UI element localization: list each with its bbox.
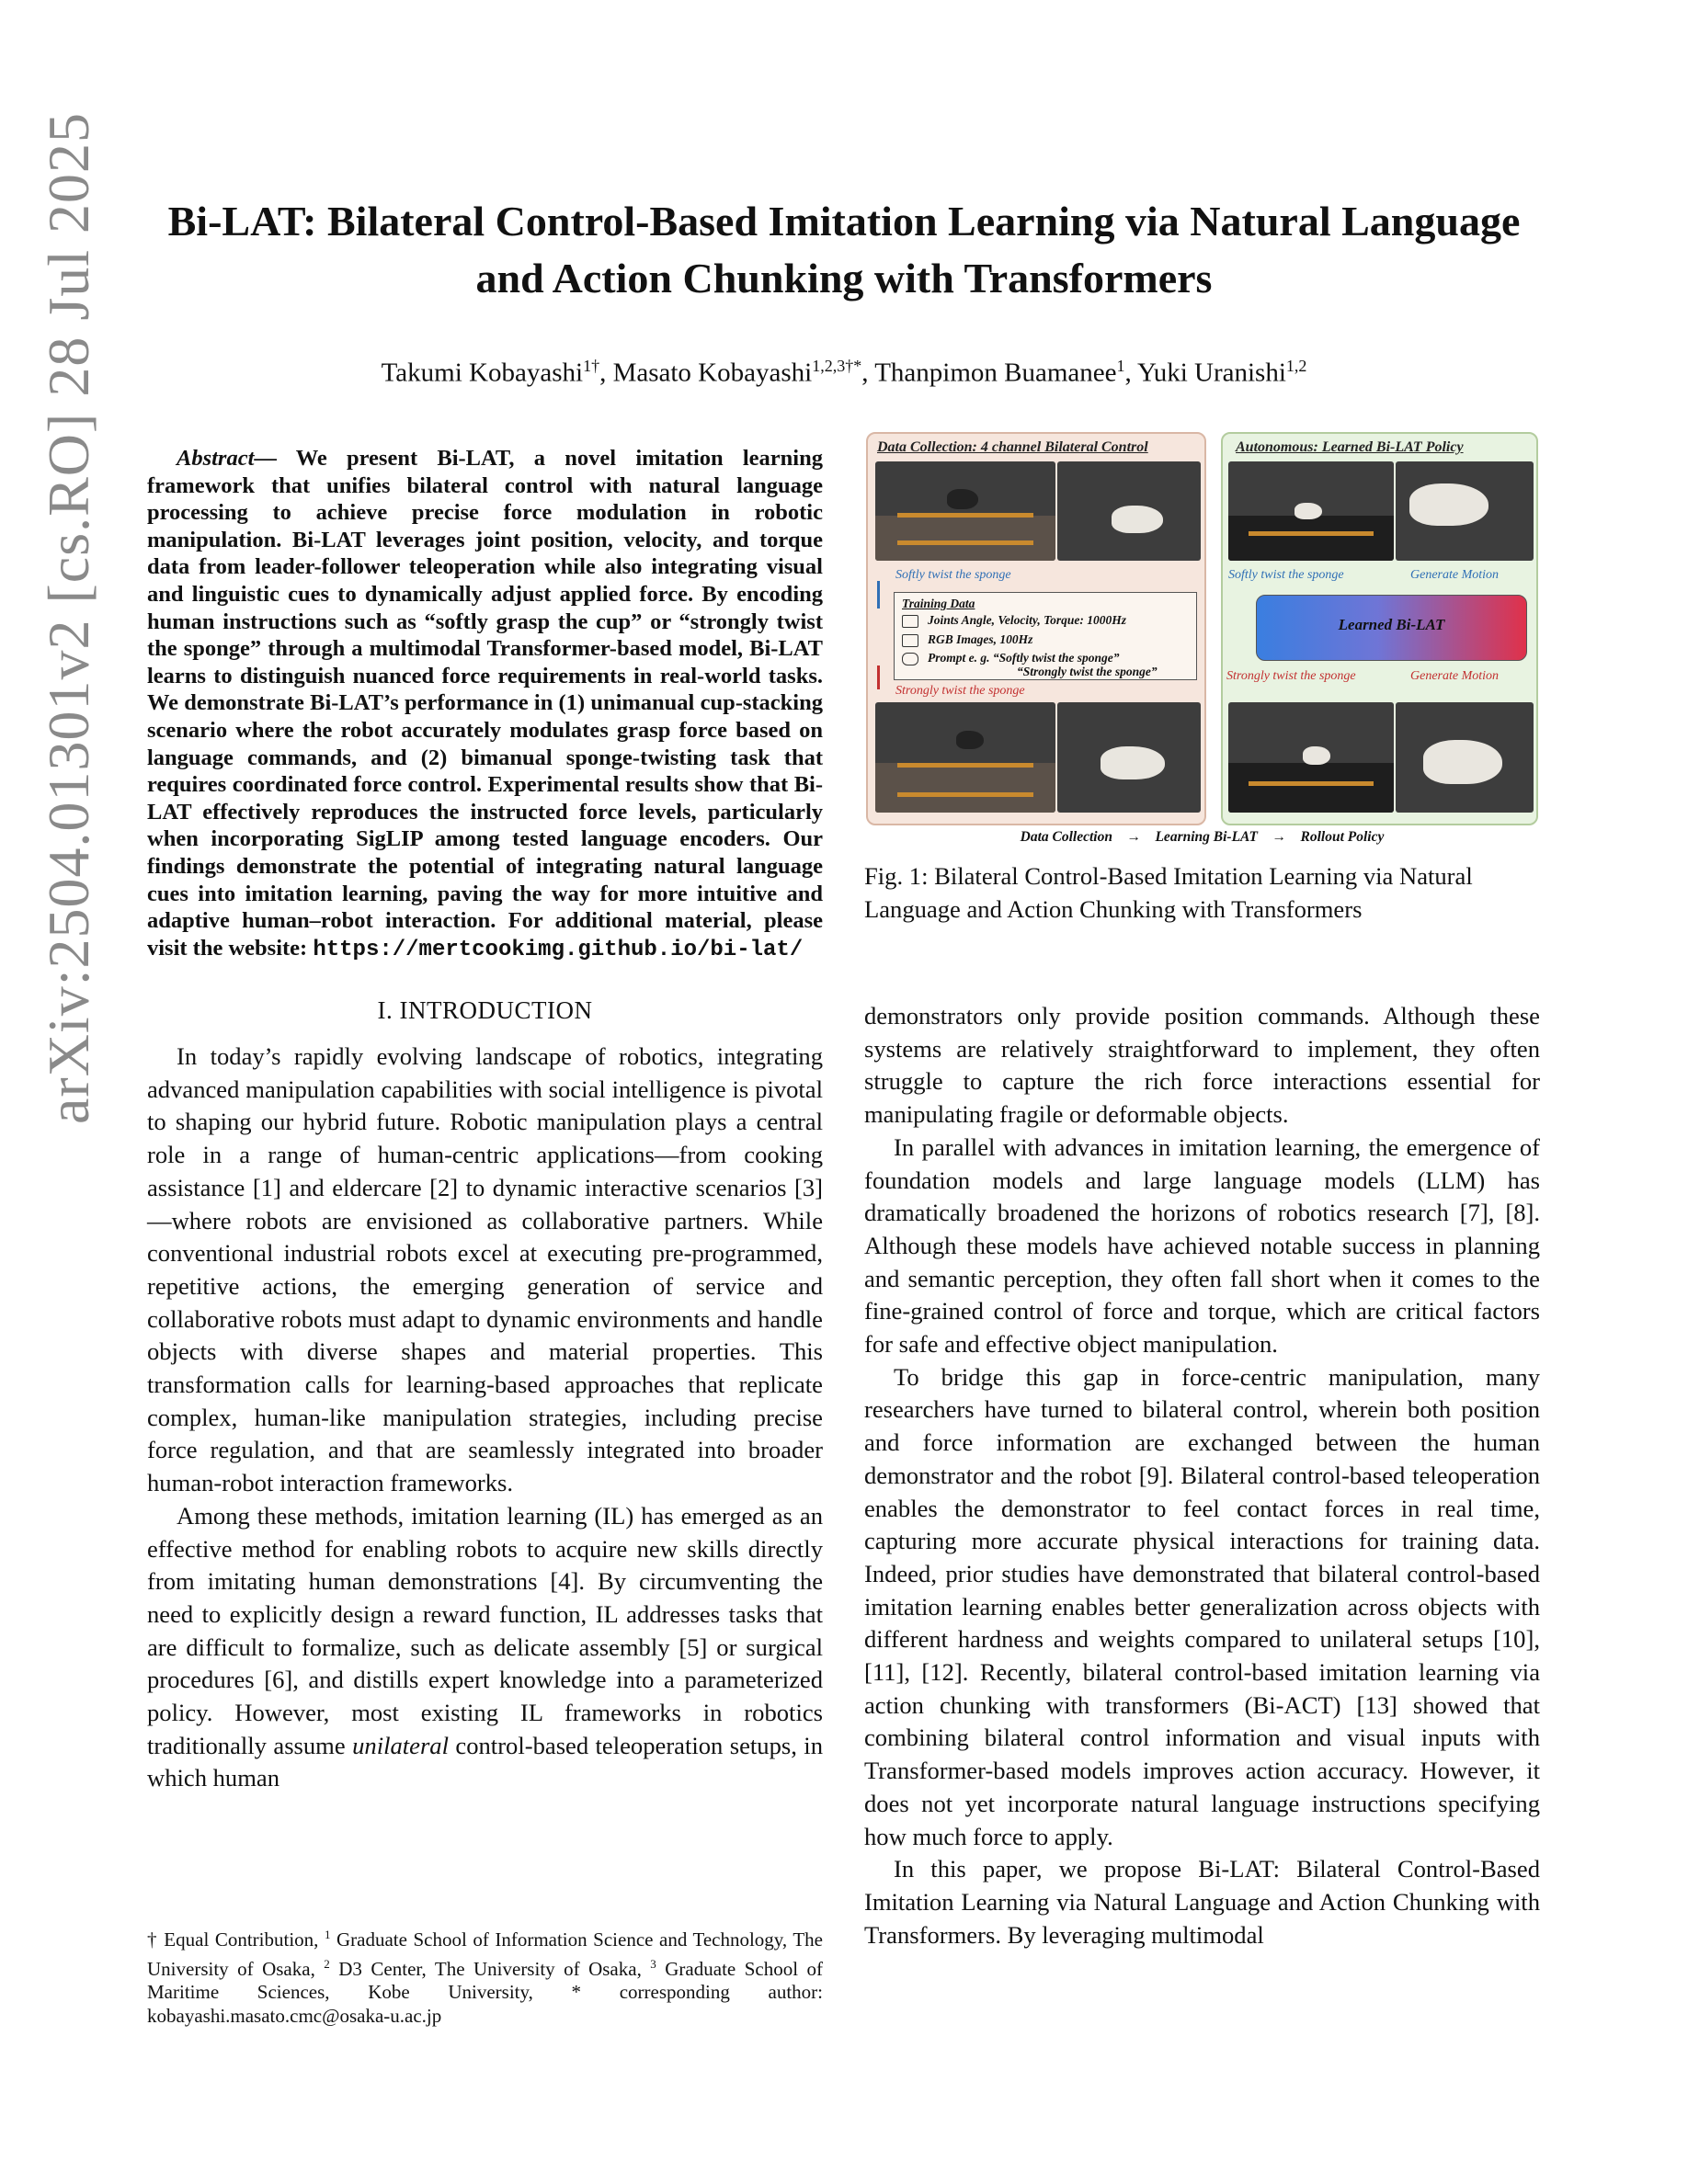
learned-bi-lat-box [1256, 595, 1527, 661]
body-paragraph: In parallel with advances in imitation learning, the emergence of foundation models and large language models (LLM) has dramatically broadened the horizons of robotics research [7], [8]. Although these models have achieved notable success in planning and semantic perception, they often fall short when it comes to the fine-grained control of force and torque, which are critical factors for safe and effective object manipulation. [864, 1132, 1540, 1359]
footnote-text: Graduate School of Information Science and Technology, The University of Osaka, [147, 1928, 823, 1980]
author-name: Masato Kobayashi [612, 358, 813, 388]
footnote-text: Graduate School of Maritime Sciences, Kobe University, * corresponding author: kobayashi.masato.cmc@osaka-u.ac.jp [147, 1957, 823, 2027]
intro-text: Among these methods, imitation learning (IL) has emerged as an effective method for enabling robots to acquire new skills directly from imitating human demonstrations [4]. By circumventing the need to explicitly design a reward function, IL addresses tasks that are difficult to formalize, such as delicate assembly [5] or surgical procedures [6], and distills expert knowledge into a parameterized policy. However, most existing IL frameworks in robotics traditionally assume [147, 1501, 823, 1759]
abstract-dash: — [254, 446, 296, 471]
emphasis-text: unilateral [352, 1731, 449, 1759]
author-affiliation: 1 [1116, 357, 1125, 375]
footnote [147, 1923, 823, 2028]
training-prompt-text: Prompt e. g. “Softly twist the sponge” [928, 651, 1120, 665]
robot-photo [1228, 461, 1394, 561]
joint-icon [902, 615, 918, 628]
arxiv-identifier: arXiv:2504.01301v2 [cs.RO] 28 Jul 2025 [36, 111, 101, 1124]
body-paragraph: In this paper, we propose Bi-LAT: Bilateral Control-Based Imitation Learning via Natural Language and Action Chunking with Transformers. By leveraging multimodal [864, 1855, 1540, 1949]
training-prompt [902, 651, 1120, 665]
intro-paragraph [147, 1500, 823, 1795]
training-data-title: Training Data [902, 597, 975, 610]
generate-motion-label: Generate Motion [1410, 568, 1500, 582]
learned-bi-lat-label: Learned Bi-LAT [1338, 616, 1445, 633]
author-name: Takumi Kobayashi [381, 358, 584, 388]
image-icon [902, 634, 918, 647]
footnote-text: D3 Center, The University of Osaka, [329, 1957, 651, 1980]
figure-caption: Fig. 1: Bilateral Control-Based Imitation Learning via Natural Language and Action Chunking with Transformers [864, 862, 1473, 923]
data-collection-panel [866, 432, 1206, 825]
soft-instruction-label: Softly twist the sponge [1228, 568, 1344, 582]
right-column [864, 1000, 1540, 1951]
figure-1 [864, 432, 1540, 850]
arrow-right-icon: → [1126, 829, 1141, 845]
training-rgb [902, 632, 1032, 647]
robot-photo [875, 702, 1055, 813]
pipeline-step: Learning Bi-LAT [1155, 829, 1258, 845]
panel-title: Autonomous: Learned Bi-LAT Policy [1236, 439, 1464, 455]
panel-title: Data Collection: 4 channel Bilateral Control [877, 439, 1148, 455]
author-list: Takumi Kobayashi$^{1\dagger}$, Masato Kobayashi$^{1,2,3\dagger*}$, Thanpimon Buamanee$^1$, Yuki Uranishi$^{1,2}$ [381, 357, 1307, 388]
sponge-photo [1057, 461, 1201, 561]
training-rgb-text: RGB Images, 100Hz [928, 632, 1033, 646]
arrow-right-icon: → [1272, 829, 1286, 845]
robot-photo [1228, 702, 1394, 813]
strong-instruction-label: Strongly twist the sponge [1226, 669, 1356, 683]
sponge-photo [1396, 461, 1534, 561]
speech-icon [902, 653, 918, 665]
author-affiliation: 1† [583, 357, 600, 375]
abstract [147, 445, 823, 963]
blue-arrow-icon [877, 581, 880, 609]
pipeline-step: Rollout Policy [1300, 829, 1385, 845]
generate-motion-label: Generate Motion [1410, 669, 1500, 683]
training-joints-text: Joints Angle, Velocity, Torque: 1000Hz [928, 613, 1127, 627]
pipeline-step: Data Collection [1020, 829, 1112, 845]
author-name: Yuki Uranishi [1136, 358, 1286, 388]
intro-text: control-based teleoperation setups, in which human [147, 1731, 823, 1792]
body-paragraph: To bridge this gap in force-centric manipulation, many researchers have turned to bilateral control, wherein both position and force information are exchanged between the human demonstrator and the robot [9]. Bilateral control-based teleoperation enables the demonstrator to feel contact forces in real time, capturing more accurate physical interactions for training data. Indeed, prior studies have demonstrated that bilateral control-based imitation learning enables better generalization across objects with different hardness and weights compared to unilateral setups [10], [11], [12]. Recently, bilateral control-based imitation learning via action chunking with transformers (Bi-ACT) [13] showed that combining bilateral control information and visual inputs with Transformer-based models improves action accuracy. However, it does not yet incorporate natural language instructions specifying how much force to apply. [864, 1362, 1540, 1850]
project-url-link[interactable]: https://mertcookimg.github.io/bi-lat/ [313, 937, 804, 962]
footnote-sup: 3 [650, 1956, 656, 1971]
training-prompt-2: “Strongly twist the sponge” [1017, 665, 1158, 678]
abstract-lead: Abstract [177, 446, 255, 471]
footnote-sup: 1 [324, 1928, 331, 1941]
training-joints [902, 613, 1126, 628]
footnote-text: † Equal Contribution, [147, 1928, 325, 1951]
paper-title: Bi-LAT: Bilateral Control-Based Imitation Learning via Natural Language and Action Chunking with Transformers [167, 198, 1521, 301]
author-affiliation: 1,2,3†* [812, 357, 862, 375]
body-paragraph: demonstrators only provide position commands. Although these systems are relatively straightforward to implement, they often struggle to capture the rich force interactions essential for manipulating fragile or deformable objects. [864, 1002, 1540, 1129]
left-column [147, 445, 823, 1795]
figure-pipeline-labels [864, 829, 1540, 846]
soft-instruction-label: Softly twist the sponge [895, 568, 1011, 582]
strong-instruction-label: Strongly twist the sponge [895, 684, 1025, 698]
footnote-sup: 2 [324, 1956, 330, 1971]
author-name: Thanpimon Buamanee [874, 358, 1117, 388]
red-arrow-icon [877, 665, 880, 689]
abstract-text: We present Bi-LAT, a novel imitation learning framework that unifies bilateral control with natural language processing to achieve precise force modulation in robotic manipulation. Bi-LAT leverages joint position, velocity, and torque data from leader-follower teleoperation while also integrating visual and linguistic cues to dynamically adjust applied force. By encoding human instructions such as “softly grasp the cup” or “strongly twist the sponge” through a multimodal Transformer-based model, Bi-LAT learns to distinguish nuanced force requirements in real-world tasks. We demonstrate Bi-LAT’s performance in (1) unimanual cup-stacking scenario where the robot accurately modulates grasp force based on language commands, and (2) bimanual sponge-twisting task that requires coordinated force control. Experimental results show that Bi-LAT effectively reproduces the instructed force levels, particularly when incorporating SigLIP among tested language encoders. Our findings demonstrate the potential of integrating natural language cues into imitation learning, paving the way for more intuitive and adaptive human–robot interaction. For additional material, please visit the website: [147, 446, 823, 961]
robot-photo [875, 461, 1055, 561]
sponge-photo [1396, 702, 1534, 813]
training-data-box [894, 592, 1197, 680]
sponge-photo [1057, 702, 1201, 813]
autonomous-panel [1221, 432, 1538, 825]
author-affiliation: 1,2 [1285, 357, 1307, 375]
intro-paragraph: In today’s rapidly evolving landscape of robotics, integrating advanced manipulation capabilities with social intelligence is pivotal to shaping our hybrid future. Robotic manipulation plays a central role in a range of human-centric applications—from cooking assistance [1] and eldercare [2] to dynamic interactive scenarios [3]—where robots are envisioned as collaborative partners. While conventional industrial robots excel at executing pre-programmed, repetitive actions, the emerging generation of service and collaborative robots must adapt to dynamic environments and handle objects with diverse shapes and material properties. This transformation calls for learning-based approaches that replicate complex, human-like manipulation strategies, including precise force regulation, and that are seamlessly integrated into broader human-robot interaction frameworks. [147, 1041, 823, 1497]
section-heading-introduction: I. INTRODUCTION [377, 996, 593, 1025]
